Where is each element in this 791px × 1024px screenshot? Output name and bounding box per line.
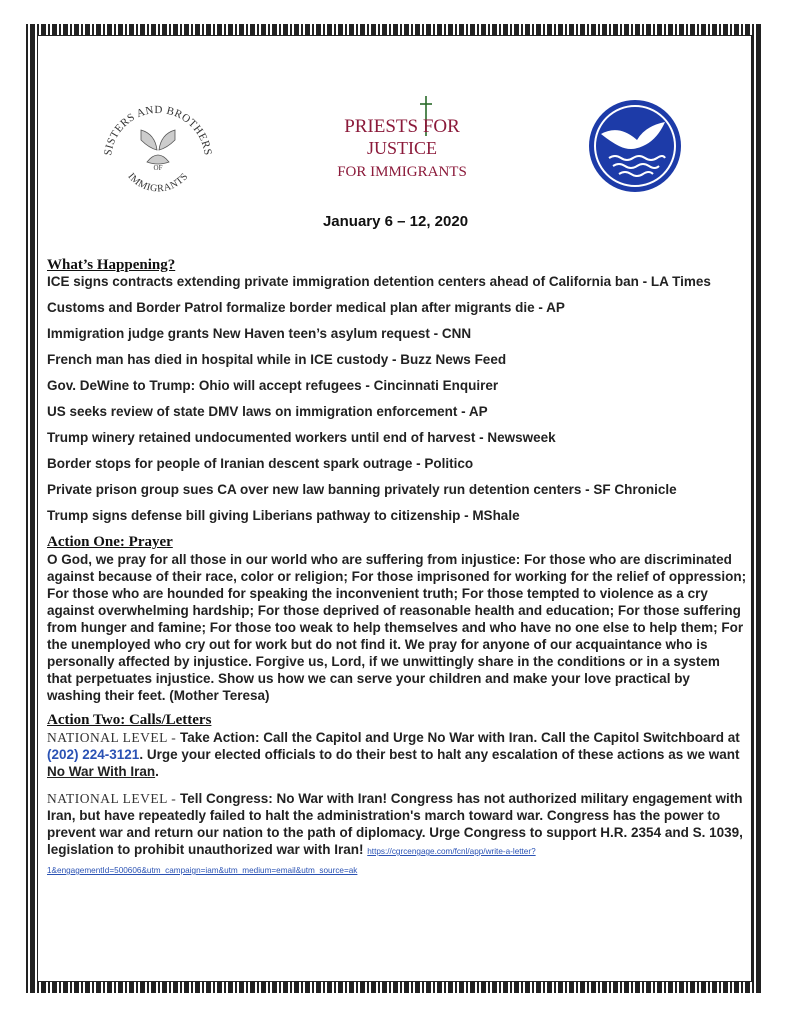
congress-text: Tell Congress: No War with Iran! Congress has not authorized military engagement with Iran, but have repeatedly failed to halt the administration's march toward war. Congress has the power to prevent war and return our nation to the path of diplomacy. Urge Congress to support H.R. 2354 and S. 1039, legislation to prohibit unauthorized war with Iran! [47,791,743,857]
prayer-text: O God, we pray for all those in our world who are suffering from injustice: For those who are discriminated against because of their race, color or religion; For those imprisoned for working for the relief of oppression; For those who are hounded for speaking the inconvenient truth; For those tempted to violence as a cry against overwhelming hardship; For those deprived of reasonable health and education; For those suffering from hunger and famine; For those too weak to help themselves and who have no one else to help them; For the unemployed who cry out for work but do not find it. We pray for anyone of our acquaintance who is personally affected by injustice. Forgive us, Lord, if we unwittingly share in the conditions or in a system that perpetuates injustice. Show us how we can serve your children and make your love practical by washing their feet. (Mother Teresa) [47,552,747,703]
sisters-brothers-logo [97,100,219,200]
news-item[interactable]: Border stops for people of Iranian descent spark outrage - Politico [47,456,474,471]
no-war-underlined: No War With Iran [47,764,156,779]
priests-justice-logo [322,90,482,190]
newsletter-body [47,257,747,889]
action-two-heading: Action Two: Calls/Letters [47,712,212,728]
news-item[interactable]: ICE signs contracts extending private immigration detention centers ahead of California ban - LA Times [47,274,711,289]
dove-globe-icon [585,96,685,196]
news-item[interactable]: Trump winery retained undocumented workers until end of harvest - Newsweek [47,430,556,445]
action-paragraph-call [47,729,747,780]
action-paragraph-congress [47,790,747,879]
level-label: NATIONAL LEVEL - [47,730,177,745]
logo-row [0,0,791,200]
news-item[interactable]: Private prison group sues CA over new law banning privately run detention centers - SF Chronicle [47,482,677,497]
call-text-b: . Urge your elected officials to do their best to halt any escalation of these actions as we want [139,747,740,762]
hands-icon [141,130,175,164]
whats-happening-heading: What’s Happening? [47,257,176,273]
news-item[interactable]: US seeks review of state DMV laws on immigration enforcement - AP [47,404,488,419]
news-item[interactable]: Trump signs defense bill giving Liberians pathway to citizenship - MShale [47,508,520,523]
svg-text:SISTERS AND BROTHERS [102,104,214,156]
news-item[interactable]: Immigration judge grants New Haven teen’s asylum request - CNN [47,326,472,341]
sbi-bottom-text: IMMIGRANTS [125,171,191,195]
sbi-top-text: SISTERS AND BROTHERS [102,103,214,157]
news-item[interactable]: Gov. DeWine to Trump: Ohio will accept refugees - Cincinnati Enquirer [47,378,499,393]
level-label: NATIONAL LEVEL - [47,791,177,806]
svg-text:IMMIGRANTS [125,171,190,194]
call-text-c: . [155,764,159,779]
pji-line2: JUSTICE [366,138,438,158]
news-item[interactable]: French man has died in hospital while in ICE custody - Buzz News Feed [47,352,507,367]
action-one-heading: Action One: Prayer [47,534,173,550]
engagement-link[interactable]: https://cgrcengage.com/fcnl/app/write-a-letter?1&engagementId=500606&utm_campaign=iam&utm_medium=email&utm_source=ak [47,847,536,875]
news-list [47,274,747,524]
pji-line3: FOR IMMIGRANTS [337,164,467,180]
sbi-of-text: OF [153,164,163,172]
news-item[interactable]: Customs and Border Patrol formalize border medical plan after migrants die - AP [47,300,565,315]
pji-line1: PRIESTS FOR [344,116,460,137]
phone-number[interactable]: (202) 224-3121 [47,747,140,762]
call-text-a: Take Action: Call the Capitol and Urge No War with Iran. Call the Capitol Switchboard at [176,730,740,745]
date-range: January 6 – 12, 2020 [322,213,469,230]
